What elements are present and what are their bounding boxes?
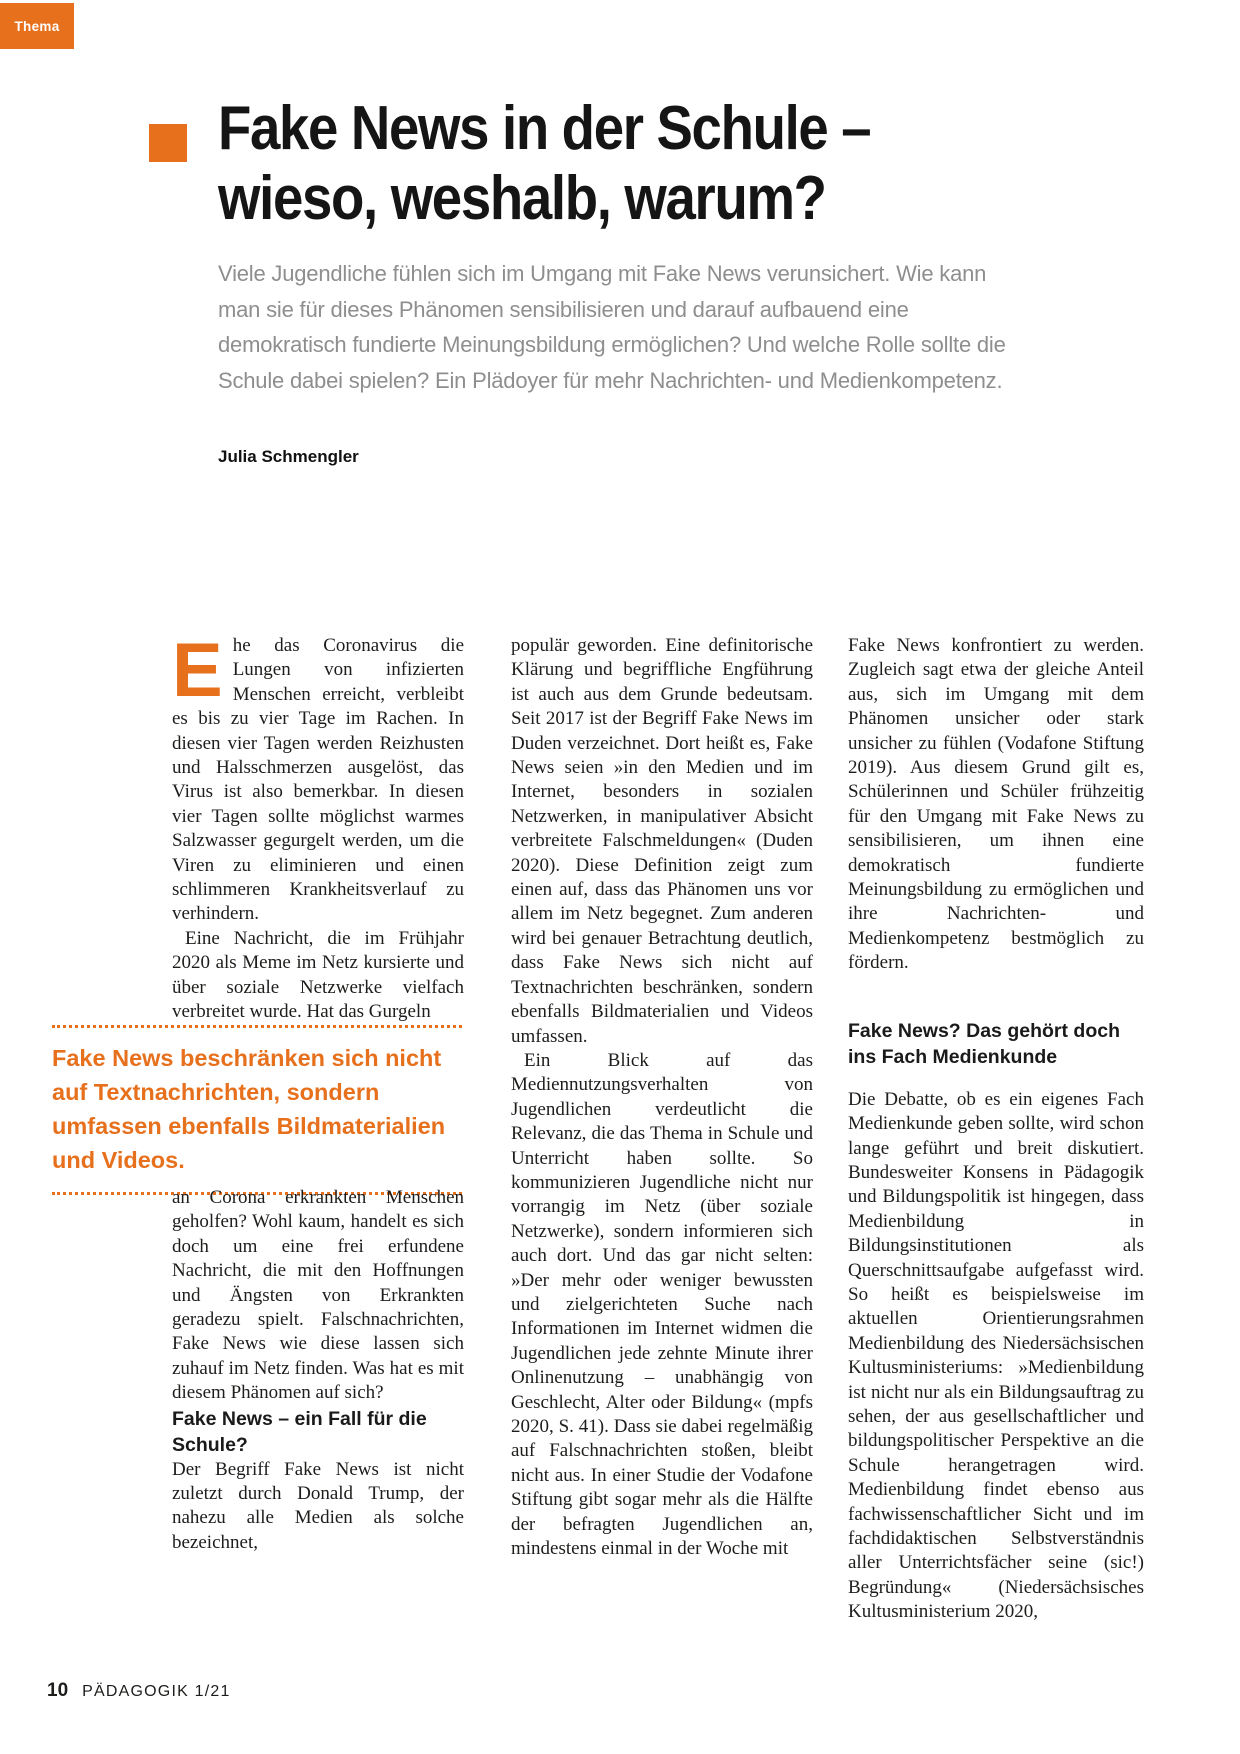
drop-cap: E bbox=[172, 628, 223, 713]
body-column-1-upper bbox=[172, 628, 464, 1025]
page-number: 10 bbox=[47, 1680, 69, 1701]
paragraph: Ein Blick auf das Mediennutzungsverhalten von Jugendlichen verdeutlicht die Relevanz, die das Thema in Schule und Unterricht haben sollte. So kommunizieren Jugendliche nicht nur vorrangig im Netz (über soziale Netzwerke), sondern informieren sich auch dort. Und das gar nicht selten: »Der mehr oder weniger bewussten und zielgerichteten Suche nach Informationen im Internet widmen die Jugendlichen jede zehnte Minute ihrer Onlinenutzung – unabhängig von Geschlecht, Alter oder Bildung« (mpfs 2020, S. 41). Dass sie dabei regelmäßig auf Falschnachrichten stoßen, bleibt nicht aus. In einer Studie der Vodafone Stiftung gibt sogar mehr als die Hälfte der befragten Jugendlichen an, mindestens einmal in der Woche mit bbox=[511, 1049, 813, 1560]
journal-title: PÄDAGOGIK 1/21 bbox=[82, 1683, 231, 1700]
section-heading-fake-news-schule: Fake News – ein Fall für die Schule? bbox=[172, 1407, 427, 1456]
body-column-2 bbox=[511, 634, 813, 1561]
body-column-1-lower bbox=[172, 1186, 464, 1555]
article-title-line-2: wieso, weshalb, warum? bbox=[218, 164, 826, 233]
author-name: Julia Schmengler bbox=[218, 447, 359, 466]
pull-quote: Fake News beschränken sich nicht auf Textnachrichten, sondern umfassen ebenfalls Bildmaterialien und Videos. bbox=[52, 1025, 462, 1195]
section-tag bbox=[0, 3, 74, 49]
paragraph: Fake News konfrontiert zu werden. Zugleich sagt etwa der gleiche Anteil aus, sich im Umgang mit dem Phänomen unsicher oder stark unsicher zu fühlen (Vodafone Stiftung 2019). Aus diesem Grund gilt es, Schülerinnen und Schüler frühzeitig für den Umgang mit Fake News zu sensibilisieren, um ihnen eine demokratisch fundierte Meinungsbildung zu ermöglichen und ihre Nachrichten- und Medienkompetenz bestmöglich zu fördern. bbox=[848, 635, 1144, 974]
paragraph: Die Debatte, ob es ein eigenes Fach Medienkunde geben sollte, wird schon lange geführt und breit diskutiert. Bundesweiter Konsens in Pädagogik und Bildungspolitik ist hingegen, dass Medienbildung in Bildungsinstitutionen als Querschnittsaufgabe aufgefasst wird. So heißt es beispielsweise im aktuellen Orientierungsrahmen Medienbildung des Niedersächsischen Kultusministeriums: »Medienbildung ist nicht nur als ein Bildungsauftrag zu sehen, der aus gesellschaftlicher und bildungspolitischer Perspektive an die Schule herangetragen wird. Medienbildung findet ebenso aus fachwissenschaftlicher Sicht und im fachdidaktischen Selbstverständnis aller Unterrichtsfächer seine (sic!) Begründung« (Niedersächsisches Kultusministerium 2020, bbox=[848, 1088, 1144, 1623]
article-title bbox=[218, 94, 870, 234]
body-column-3 bbox=[848, 634, 1144, 1625]
section-heading-fach-medienkunde: Fake News? Das gehört doch ins Fach Medienkunde bbox=[848, 1019, 1120, 1068]
article-title-line-1: Fake News in der Schule – bbox=[218, 94, 871, 163]
title-bullet-square-icon bbox=[149, 124, 187, 162]
page-footer bbox=[47, 1680, 231, 1702]
lead-paragraph: Viele Jugendliche fühlen sich im Umgang mit Fake News verunsichert. Wie kann man sie für dieses Phänomen sensibilisieren und darauf aufbauend eine demokratisch fundierte Meinungsbildung ermöglichen? Und welche Rolle sollte die Schule dabei spielen? Ein Plädoyer für mehr Nachrichten- und Medienkompetenz. bbox=[218, 261, 1006, 393]
paragraph: Eine Nachricht, die im Frühjahr 2020 als Meme im Netz kursierte und über soziale Netzwerke vielfach verbreitet wurde. Hat das Gurgeln bbox=[172, 927, 464, 1023]
paragraph: Der Begriff Fake News ist nicht zuletzt durch Donald Trump, der nahezu alle Medien als solche bezeichnet, bbox=[172, 1458, 464, 1553]
paragraph bbox=[172, 628, 464, 927]
paragraph-text: he das Coronavirus die Lungen von infizierten Menschen erreicht, verbleibt es bis zu vier Tage im Rachen. In diesen vier Tagen werden Reizhusten und Halsschmerzen ausgelöst, das Virus ist also bemerkbar. In diesen vier Tagen sollte möglichst warmes Salzwasser gegurgelt werden, um die Viren zu eliminieren und einen schlimmeren Krankheitsverlauf zu verhindern. bbox=[172, 635, 464, 925]
paragraph: populär geworden. Eine definitorische Klärung und begriffliche Engführung ist auch aus dem Grunde bedeutsam. Seit 2017 ist der Begriff Fake News im Duden verzeichnet. Dort heißt es, Fake News seien »in den Medien und im Internet, besonders in sozialen Netzwerken, in manipulativer Absicht verbreitete Falschmeldungen« (Duden 2020). Diese Definition zeigt zum einen auf, dass das Phänomen uns vor allem im Netz begegnet. Zum anderen wird bei genauer Betrachtung deutlich, dass Fake News sich nicht auf Textnachrichten beschränken, sondern ebenfalls Bildmaterialien und Videos umfassen. bbox=[511, 635, 813, 1047]
paragraph: an Corona erkrankten Menschen geholfen? Wohl kaum, handelt es sich doch um eine frei erfundene Nachricht, die mit den Hoffnungen und Ängsten von Erkrankten geradezu spielt. Falschnachrichten, Fake News wie diese lassen sich zuhauf im Netz finden. Was hat es mit diesem Phänomen auf sich? bbox=[172, 1187, 464, 1404]
section-tag-label: Thema bbox=[14, 18, 60, 34]
